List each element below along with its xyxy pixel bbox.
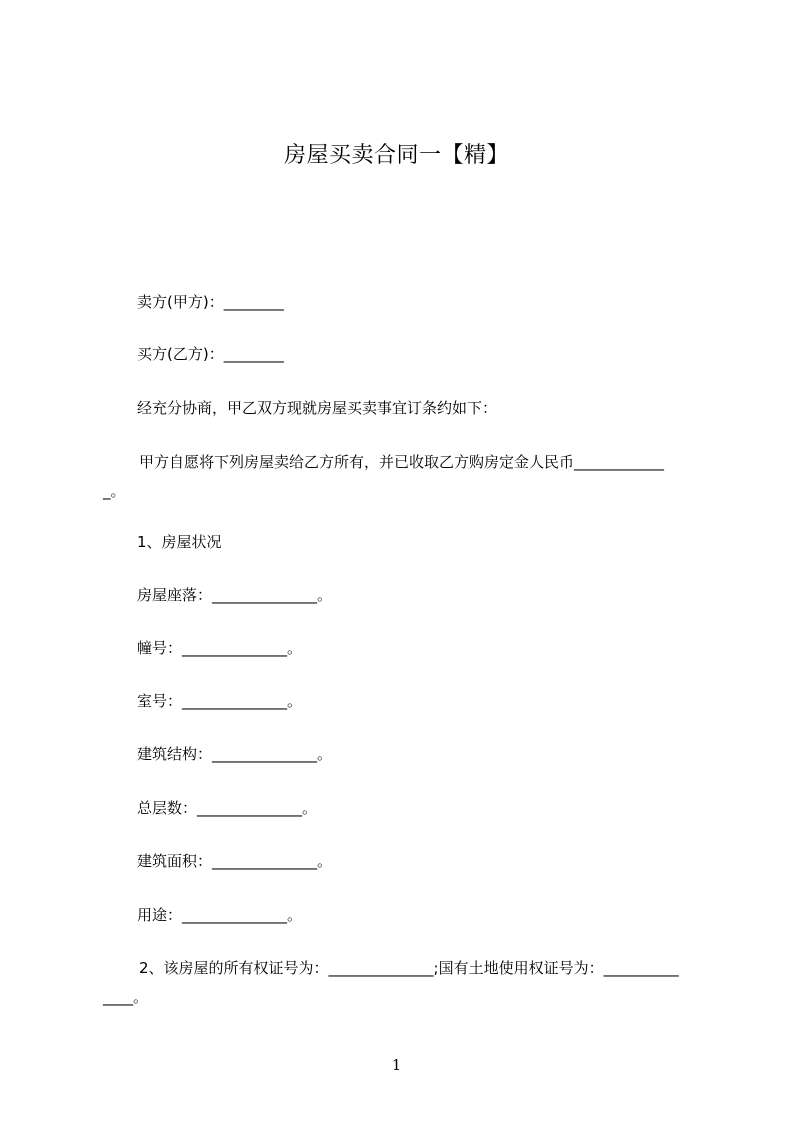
document-title: 房屋买卖合同一【精】 xyxy=(283,143,509,168)
field-building-number: 幢号：______________。 xyxy=(137,639,303,657)
section-2-line-1: 2、该房屋的所有权证号为：______________;国有土地使用权证号为：__________ xyxy=(139,959,679,977)
seller-line: 卖方(甲方)：________ xyxy=(137,293,284,311)
field-total-floors: 总层数：______________。 xyxy=(137,799,318,817)
field-room-number: 室号：______________。 xyxy=(137,692,303,710)
section-1-heading: 1、房屋状况 xyxy=(137,533,222,551)
field-location: 房屋座落：______________。 xyxy=(137,586,333,604)
page-number: 1 xyxy=(391,1056,402,1074)
buyer-line: 买方(乙方)：________ xyxy=(137,345,284,363)
field-structure: 建筑结构：______________。 xyxy=(137,745,333,763)
field-usage: 用途：______________。 xyxy=(137,906,303,924)
section-2-line-2: ____。 xyxy=(103,988,149,1006)
deposit-paragraph-line-2: _。 xyxy=(103,482,126,500)
intro-paragraph: 经充分协商，甲乙双方现就房屋买卖事宜订条约如下： xyxy=(137,399,498,417)
field-area: 建筑面积：______________。 xyxy=(137,852,333,870)
deposit-paragraph-line-1: 甲方自愿将下列房屋卖给乙方所有，并已收取乙方购房定金人民币____________ xyxy=(139,453,665,471)
